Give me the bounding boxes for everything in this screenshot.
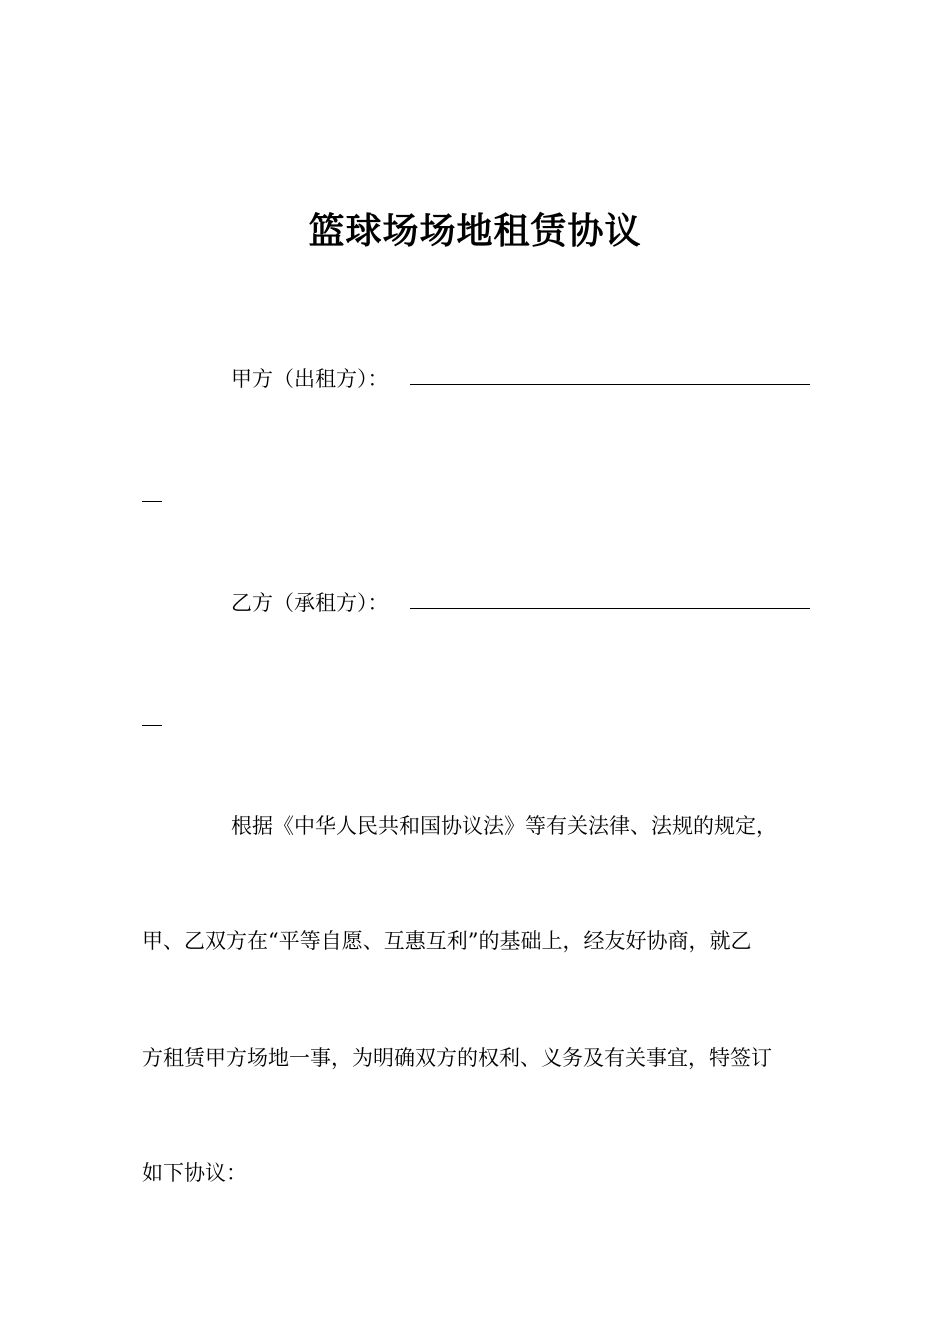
party-a-label: 甲方（出租方）： [231,367,389,391]
party-a-blank-line [410,383,810,385]
party-b-blank-line [410,607,810,609]
preamble-line-3: 方租赁甲方场地一事，为明确双方的权利、义务及有关事宜，特签订 [142,1046,772,1070]
party-b-blank-continuation [142,724,162,726]
preamble-line-2: 甲、乙双方在“平等自愿、互惠互利”的基础上，经友好协商，就乙 [142,929,752,953]
party-b-label: 乙方（承租方）： [231,591,389,615]
document-title: 篮球场场地租赁协议 [308,211,642,252]
preamble-line-4: 如下协议： [142,1161,247,1185]
party-a-blank-continuation [142,500,162,502]
preamble-line-1: 根据《中华人民共和国协议法》等有关法律、法规的规定， [231,814,777,838]
